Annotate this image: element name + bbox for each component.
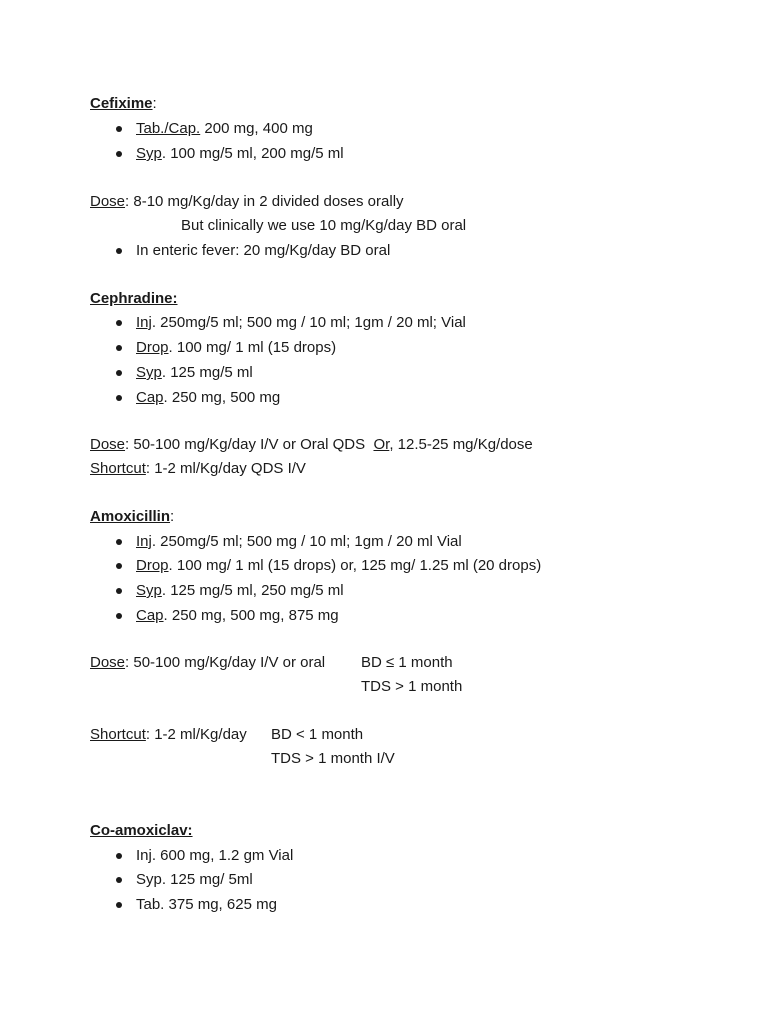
amoxicillin-dose-bd: BD ≤ 1 month bbox=[361, 654, 453, 671]
amoxicillin-title: Amoxicillin bbox=[90, 508, 171, 525]
coamoxiclav-item-tab: Tab. 375 mg, 625 mg bbox=[136, 896, 277, 913]
cephradine-title: Cephradine: bbox=[90, 290, 178, 307]
item-label: Inj bbox=[136, 533, 152, 550]
coamoxiclav-item-inj: Inj. 600 mg, 1.2 gm Vial bbox=[136, 847, 294, 864]
cefixime-item-syp bbox=[136, 144, 344, 164]
item-text: . 100 mg/ 1 ml (15 drops) bbox=[168, 339, 337, 356]
cefixime-title: Cefixime bbox=[90, 95, 153, 112]
cefixime-title-colon: : bbox=[152, 95, 157, 112]
item-text: . 250 mg, 500 mg, 875 mg bbox=[163, 607, 339, 624]
amoxicillin-heading bbox=[90, 507, 174, 527]
item-label: Inj bbox=[136, 314, 152, 331]
shortcut-label: Shortcut bbox=[90, 726, 146, 743]
amoxicillin-dose bbox=[90, 653, 325, 673]
item-text: . 100 mg/5 ml, 200 mg/5 ml bbox=[161, 145, 344, 162]
cephradine-item-inj bbox=[136, 313, 466, 333]
item-label: Tab./Cap. bbox=[136, 120, 201, 137]
item-text: . 250mg/5 ml; 500 mg / 10 ml; 1gm / 20 ml; Vial bbox=[151, 314, 466, 331]
shortcut-label: Shortcut bbox=[90, 460, 146, 477]
item-label: Syp bbox=[136, 145, 162, 162]
dose-text-b: , 12.5-25 mg/Kg/dose bbox=[389, 436, 533, 453]
amoxicillin-shortcut bbox=[90, 725, 247, 745]
cephradine-shortcut bbox=[90, 459, 306, 479]
cefixime-dose-clinical: But clinically we use 10 mg/Kg/day BD oral bbox=[181, 217, 467, 234]
dose-label: Dose bbox=[90, 436, 126, 453]
dose-label: Dose bbox=[90, 193, 126, 210]
dose-label: Dose bbox=[90, 654, 126, 671]
amoxicillin-item-inj bbox=[136, 532, 462, 552]
item-text: . 250 mg, 500 mg bbox=[163, 389, 281, 406]
dose-text: : 50-100 mg/Kg/day I/V or oral bbox=[125, 654, 326, 671]
amoxicillin-item-drop bbox=[136, 556, 541, 576]
item-label: Cap bbox=[136, 389, 164, 406]
item-text: 200 mg, 400 mg bbox=[200, 120, 313, 137]
cephradine-dose bbox=[90, 435, 533, 455]
shortcut-text: : 1-2 ml/Kg/day bbox=[145, 726, 247, 743]
amoxicillin-title-colon: : bbox=[170, 508, 175, 525]
amoxicillin-item-syp bbox=[136, 581, 344, 601]
cephradine-item-syp bbox=[136, 363, 253, 383]
amoxicillin-shortcut-tds: TDS > 1 month I/V bbox=[271, 750, 395, 767]
item-text: . 125 mg/5 ml bbox=[161, 364, 253, 381]
cephradine-item-cap bbox=[136, 388, 280, 408]
amoxicillin-item-cap bbox=[136, 606, 339, 626]
coamoxiclav-title: Co-amoxiclav: bbox=[90, 822, 193, 839]
amoxicillin-shortcut-bd: BD < 1 month bbox=[271, 726, 364, 743]
item-label: Drop bbox=[136, 557, 169, 574]
item-text: . 100 mg/ 1 ml (15 drops) or, 125 mg/ 1.25 ml (20 drops) bbox=[168, 557, 542, 574]
item-label: Syp bbox=[136, 582, 162, 599]
dose-text: : 8-10 mg/Kg/day in 2 divided doses orally bbox=[125, 193, 404, 210]
cefixime-item-tab bbox=[136, 119, 313, 139]
dose-or: Or bbox=[373, 436, 390, 453]
item-label: Syp bbox=[136, 364, 162, 381]
item-text: . 125 mg/5 ml, 250 mg/5 ml bbox=[161, 582, 344, 599]
item-label: Drop bbox=[136, 339, 169, 356]
amoxicillin-dose-tds: TDS > 1 month bbox=[361, 678, 463, 695]
coamoxiclav-item-syp: Syp. 125 mg/ 5ml bbox=[136, 871, 253, 888]
dose-text: : 50-100 mg/Kg/day I/V or Oral QDS bbox=[125, 436, 374, 453]
item-text: . 250mg/5 ml; 500 mg / 10 ml; 1gm / 20 ml Vial bbox=[151, 533, 462, 550]
shortcut-text: : 1-2 ml/Kg/day QDS I/V bbox=[145, 460, 306, 477]
item-label: Cap bbox=[136, 607, 164, 624]
cefixime-enteric-fever: In enteric fever: 20 mg/Kg/day BD oral bbox=[136, 242, 391, 259]
cefixime-dose bbox=[90, 192, 404, 212]
cefixime-heading bbox=[90, 94, 157, 114]
cephradine-item-drop bbox=[136, 338, 336, 358]
